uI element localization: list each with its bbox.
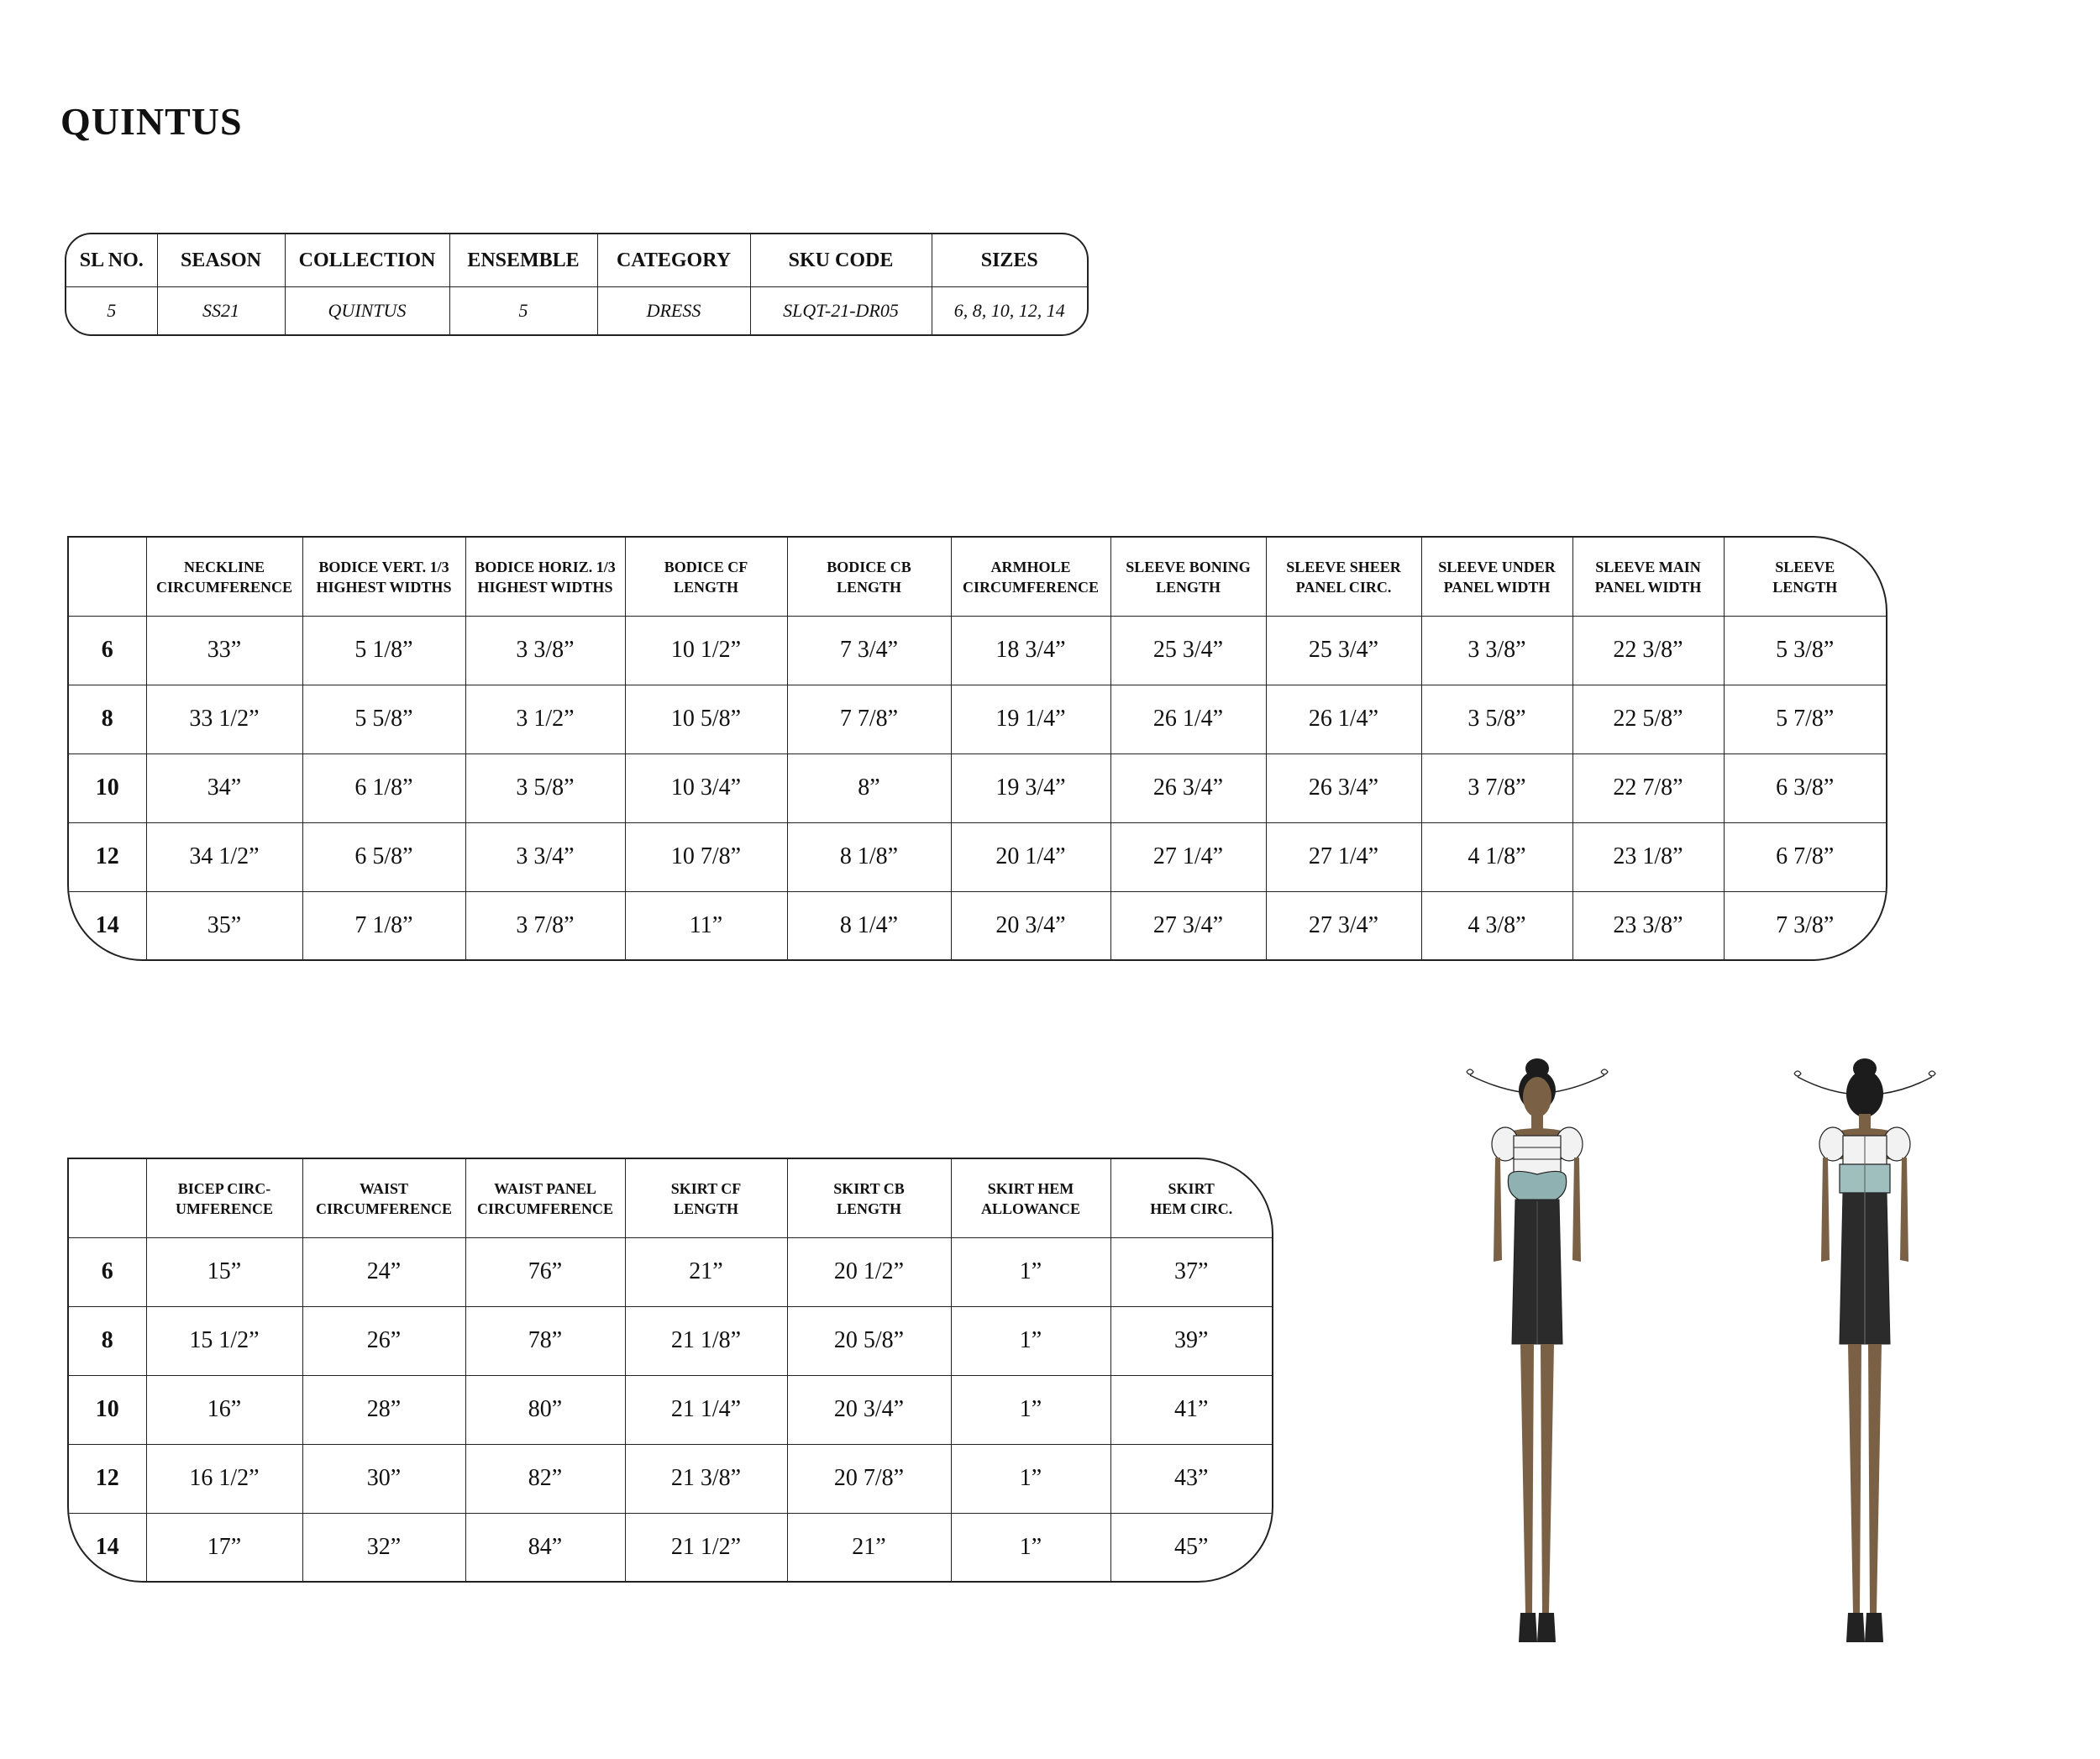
column-header-line: HEM CIRC. bbox=[1150, 1200, 1233, 1217]
measurement-cell: 27 3/4” bbox=[1266, 891, 1421, 959]
column-header bbox=[625, 1159, 787, 1238]
size-label: 8 bbox=[69, 1306, 146, 1375]
column-header-line: CIRCUMFERENCE bbox=[963, 578, 1099, 596]
column-header-line: SLEEVE SHEER bbox=[1286, 558, 1401, 575]
back-figure bbox=[1794, 1058, 1935, 1642]
measurement-cell: 33” bbox=[146, 617, 302, 685]
measurement-cell: 4 3/8” bbox=[1421, 891, 1572, 959]
measurement-cell: 30” bbox=[302, 1444, 465, 1513]
column-header-line: WAIST bbox=[359, 1179, 409, 1197]
measurement-cell: 10 3/4” bbox=[625, 753, 787, 822]
info-value-cell: QUINTUS bbox=[285, 287, 449, 335]
measurement-cell: 3 5/8” bbox=[1421, 685, 1572, 753]
corner-cell bbox=[69, 538, 146, 617]
measurement-cell: 24” bbox=[302, 1238, 465, 1307]
measurement-cell: 19 1/4” bbox=[951, 685, 1110, 753]
info-value-cell: DRESS bbox=[597, 287, 750, 335]
column-header-line: BODICE CB bbox=[827, 558, 911, 575]
measurement-cell: 26 1/4” bbox=[1110, 685, 1266, 753]
measurement-cell: 84” bbox=[465, 1513, 625, 1581]
measurement-cell: 23 1/8” bbox=[1572, 822, 1724, 891]
measurement-cell: 41” bbox=[1110, 1375, 1272, 1444]
info-value-cell: SLQT-21-DR05 bbox=[750, 287, 932, 335]
column-header bbox=[787, 538, 951, 617]
column-header-line: SKIRT bbox=[1168, 1179, 1215, 1197]
column-header-line: CIRCUMFERENCE bbox=[316, 1200, 452, 1217]
measurement-cell: 82” bbox=[465, 1444, 625, 1513]
measurement-cell: 10 7/8” bbox=[625, 822, 787, 891]
info-header-cell: ENSEMBLE bbox=[449, 234, 597, 287]
measurement-cell: 16” bbox=[146, 1375, 302, 1444]
info-value-cell: 5 bbox=[449, 287, 597, 335]
measurement-cell: 3 3/8” bbox=[1421, 617, 1572, 685]
size-label: 10 bbox=[69, 1375, 146, 1444]
column-header-line: ALLOWANCE bbox=[980, 1200, 1081, 1217]
measurement-cell: 26 3/4” bbox=[1110, 753, 1266, 822]
measurement-cell: 28” bbox=[302, 1375, 465, 1444]
info-value-cell: SS21 bbox=[157, 287, 285, 335]
column-header-line: WAIST PANEL bbox=[494, 1179, 596, 1197]
measurement-cell: 21 1/2” bbox=[625, 1513, 787, 1581]
measurement-cell: 6 5/8” bbox=[302, 822, 465, 891]
size-label: 12 bbox=[69, 1444, 146, 1513]
measurement-cell: 8 1/8” bbox=[787, 822, 951, 891]
column-header-line: LENGTH bbox=[673, 578, 739, 596]
bodice-measurement-table bbox=[67, 536, 1887, 961]
column-header bbox=[1572, 538, 1724, 617]
measurement-cell: 18 3/4” bbox=[951, 617, 1110, 685]
column-header bbox=[951, 538, 1110, 617]
measurement-cell: 17” bbox=[146, 1513, 302, 1581]
measurement-cell: 7 3/8” bbox=[1776, 911, 1835, 938]
column-header-line: LENGTH bbox=[836, 578, 902, 596]
measurement-cell: 15” bbox=[146, 1238, 302, 1307]
table-row bbox=[69, 685, 1886, 753]
info-value-cell: 5 bbox=[66, 287, 157, 335]
measurement-cell: 32” bbox=[302, 1513, 465, 1581]
column-header-line: BICEP CIRC- bbox=[177, 1179, 271, 1197]
measurement-cell: 34 1/2” bbox=[146, 822, 302, 891]
column-header bbox=[1266, 538, 1421, 617]
size-label: 8 bbox=[69, 685, 146, 753]
measurement-cell: 26 3/4” bbox=[1266, 753, 1421, 822]
measurement-cell: 78” bbox=[465, 1306, 625, 1375]
measurement-cell: 5 3/8” bbox=[1724, 617, 1886, 685]
column-header bbox=[465, 1159, 625, 1238]
column-header-line: SLEEVE bbox=[1775, 558, 1835, 575]
column-header bbox=[787, 1159, 951, 1238]
measurement-cell: 20 3/4” bbox=[951, 891, 1110, 959]
measurement-cell: 5 1/8” bbox=[302, 617, 465, 685]
size-label: 10 bbox=[69, 753, 146, 822]
column-header-line: PANEL CIRC. bbox=[1295, 578, 1392, 596]
size-label: 14 bbox=[69, 891, 146, 959]
column-header-line: NECKLINE bbox=[183, 558, 265, 575]
measurement-cell: 33 1/2” bbox=[146, 685, 302, 753]
garment-back-view-illustration bbox=[1781, 1042, 1949, 1688]
measurement-cell: 21 1/8” bbox=[625, 1306, 787, 1375]
measurement-cell: 20 7/8” bbox=[787, 1444, 951, 1513]
skirt-measurement-table bbox=[67, 1158, 1273, 1583]
column-header bbox=[302, 538, 465, 617]
table-row bbox=[69, 891, 1886, 959]
page-title: QUINTUS bbox=[60, 100, 243, 143]
measurement-cell: 39” bbox=[1110, 1306, 1272, 1375]
column-header-line: HIGHEST WIDTHS bbox=[316, 578, 452, 596]
measurement-cell: 20 1/2” bbox=[787, 1238, 951, 1307]
column-header-line: SLEEVE MAIN bbox=[1595, 558, 1701, 575]
measurement-cell: 3 7/8” bbox=[1421, 753, 1572, 822]
measurement-cell: 19 3/4” bbox=[951, 753, 1110, 822]
size-label: 6 bbox=[69, 1238, 146, 1307]
measurement-cell: 6 1/8” bbox=[302, 753, 465, 822]
info-header-cell: CATEGORY bbox=[597, 234, 750, 287]
measurement-cell: 4 1/8” bbox=[1421, 822, 1572, 891]
measurement-cell: 7 7/8” bbox=[787, 685, 951, 753]
column-header bbox=[1110, 538, 1266, 617]
column-header bbox=[302, 1159, 465, 1238]
column-header-line: BODICE CF bbox=[664, 558, 748, 575]
corner-cell bbox=[69, 1159, 146, 1238]
measurement-cell: 6 7/8” bbox=[1724, 822, 1886, 891]
measurement-cell: 27 1/4” bbox=[1110, 822, 1266, 891]
size-label: 6 bbox=[69, 617, 146, 685]
info-table bbox=[65, 233, 1089, 336]
measurement-cell: 3 1/2” bbox=[465, 685, 625, 753]
table-row bbox=[69, 1444, 1272, 1513]
column-header-line: SKIRT CB bbox=[833, 1179, 905, 1197]
column-header bbox=[146, 1159, 302, 1238]
measurement-cell: 7 3/4” bbox=[787, 617, 951, 685]
info-header-cell: SIZES bbox=[932, 234, 1087, 287]
info-header-cell: SEASON bbox=[157, 234, 285, 287]
measurement-cell: 25 3/4” bbox=[1266, 617, 1421, 685]
measurement-cell: 43” bbox=[1110, 1444, 1272, 1513]
measurement-cell: 45” bbox=[1174, 1533, 1209, 1560]
size-label: 12 bbox=[69, 822, 146, 891]
measurement-cell: 76” bbox=[465, 1238, 625, 1307]
measurement-cell: 5 7/8” bbox=[1724, 685, 1886, 753]
column-header bbox=[1724, 538, 1886, 617]
measurement-cell: 10 5/8” bbox=[625, 685, 787, 753]
column-header-line: SKIRT CF bbox=[670, 1179, 742, 1197]
measurement-cell: 35” bbox=[146, 891, 302, 959]
column-header bbox=[1110, 1159, 1272, 1238]
measurement-cell: 21” bbox=[625, 1238, 787, 1307]
measurement-cell: 26 1/4” bbox=[1266, 685, 1421, 753]
table-row bbox=[69, 753, 1886, 822]
table-row bbox=[69, 822, 1886, 891]
measurement-cell: 21 1/4” bbox=[625, 1375, 787, 1444]
measurement-cell: 27 3/4” bbox=[1110, 891, 1266, 959]
measurement-cell: 37” bbox=[1110, 1238, 1272, 1307]
front-figure bbox=[1467, 1058, 1608, 1642]
column-header-line: PANEL WIDTH bbox=[1443, 578, 1551, 596]
garment-front-view-illustration bbox=[1453, 1042, 1621, 1688]
measurement-cell: 80” bbox=[465, 1375, 625, 1444]
column-header-line: LENGTH bbox=[836, 1200, 902, 1217]
measurement-cell: 20 5/8” bbox=[787, 1306, 951, 1375]
column-header-line: CIRCUMFERENCE bbox=[156, 578, 292, 596]
column-header-line: SLEEVE BONING bbox=[1126, 558, 1251, 575]
column-header-line: CIRCUMFERENCE bbox=[477, 1200, 613, 1217]
info-header-cell: SL NO. bbox=[66, 234, 157, 287]
measurement-cell: 16 1/2” bbox=[146, 1444, 302, 1513]
column-header bbox=[951, 1159, 1110, 1238]
measurement-cell: 1” bbox=[951, 1306, 1110, 1375]
info-header-cell: COLLECTION bbox=[285, 234, 449, 287]
column-header-line: ARMHOLE bbox=[990, 558, 1071, 575]
measurement-cell: 1” bbox=[951, 1513, 1110, 1581]
measurement-cell: 22 5/8” bbox=[1572, 685, 1724, 753]
measurement-cell: 11” bbox=[625, 891, 787, 959]
measurement-cell: 1” bbox=[951, 1238, 1110, 1307]
measurement-cell: 21” bbox=[787, 1513, 951, 1581]
column-header-line: BODICE VERT. 1/3 bbox=[318, 558, 449, 575]
measurement-cell: 15 1/2” bbox=[146, 1306, 302, 1375]
column-header bbox=[465, 538, 625, 617]
measurement-cell: 8 1/4” bbox=[787, 891, 951, 959]
measurement-cell: 3 3/8” bbox=[465, 617, 625, 685]
size-label: 14 bbox=[69, 1513, 146, 1581]
table-row bbox=[69, 617, 1886, 685]
table-row bbox=[69, 1238, 1272, 1307]
measurement-cell: 23 3/8” bbox=[1572, 891, 1724, 959]
column-header-line: PANEL WIDTH bbox=[1594, 578, 1702, 596]
measurement-cell: 22 3/8” bbox=[1572, 617, 1724, 685]
measurement-cell: 3 5/8” bbox=[465, 753, 625, 822]
measurement-cell: 34” bbox=[146, 753, 302, 822]
measurement-cell: 25 3/4” bbox=[1110, 617, 1266, 685]
measurement-cell: 5 5/8” bbox=[302, 685, 465, 753]
column-header bbox=[146, 538, 302, 617]
measurement-cell: 7 1/8” bbox=[302, 891, 465, 959]
column-header-line: BODICE HORIZ. 1/3 bbox=[475, 558, 616, 575]
measurement-cell: 21 3/8” bbox=[625, 1444, 787, 1513]
table-row bbox=[69, 1375, 1272, 1444]
column-header-line: HIGHEST WIDTHS bbox=[477, 578, 613, 596]
measurement-cell: 20 3/4” bbox=[787, 1375, 951, 1444]
measurement-cell: 1” bbox=[951, 1444, 1110, 1513]
measurement-cell: 22 7/8” bbox=[1572, 753, 1724, 822]
measurement-cell: 27 1/4” bbox=[1266, 822, 1421, 891]
column-header-line: SKIRT HEM bbox=[987, 1179, 1074, 1197]
column-header-line: LENGTH bbox=[1155, 578, 1221, 596]
measurement-cell: 3 3/4” bbox=[465, 822, 625, 891]
measurement-cell: 8” bbox=[787, 753, 951, 822]
measurement-cell: 20 1/4” bbox=[951, 822, 1110, 891]
column-header-line: LENGTH bbox=[1772, 578, 1838, 596]
measurement-cell: 6 3/8” bbox=[1724, 753, 1886, 822]
column-header-line: UMFERENCE bbox=[176, 1200, 273, 1217]
table-row bbox=[69, 1513, 1272, 1581]
measurement-cell: 10 1/2” bbox=[625, 617, 787, 685]
column-header-line: SLEEVE UNDER bbox=[1438, 558, 1556, 575]
table-row bbox=[69, 1306, 1272, 1375]
info-value-cell: 6, 8, 10, 12, 14 bbox=[953, 300, 1065, 321]
column-header bbox=[1421, 538, 1572, 617]
column-header bbox=[625, 538, 787, 617]
column-header-line: LENGTH bbox=[673, 1200, 739, 1217]
info-header-cell: SKU CODE bbox=[750, 234, 932, 287]
measurement-cell: 3 7/8” bbox=[465, 891, 625, 959]
measurement-cell: 1” bbox=[951, 1375, 1110, 1444]
measurement-cell: 26” bbox=[302, 1306, 465, 1375]
